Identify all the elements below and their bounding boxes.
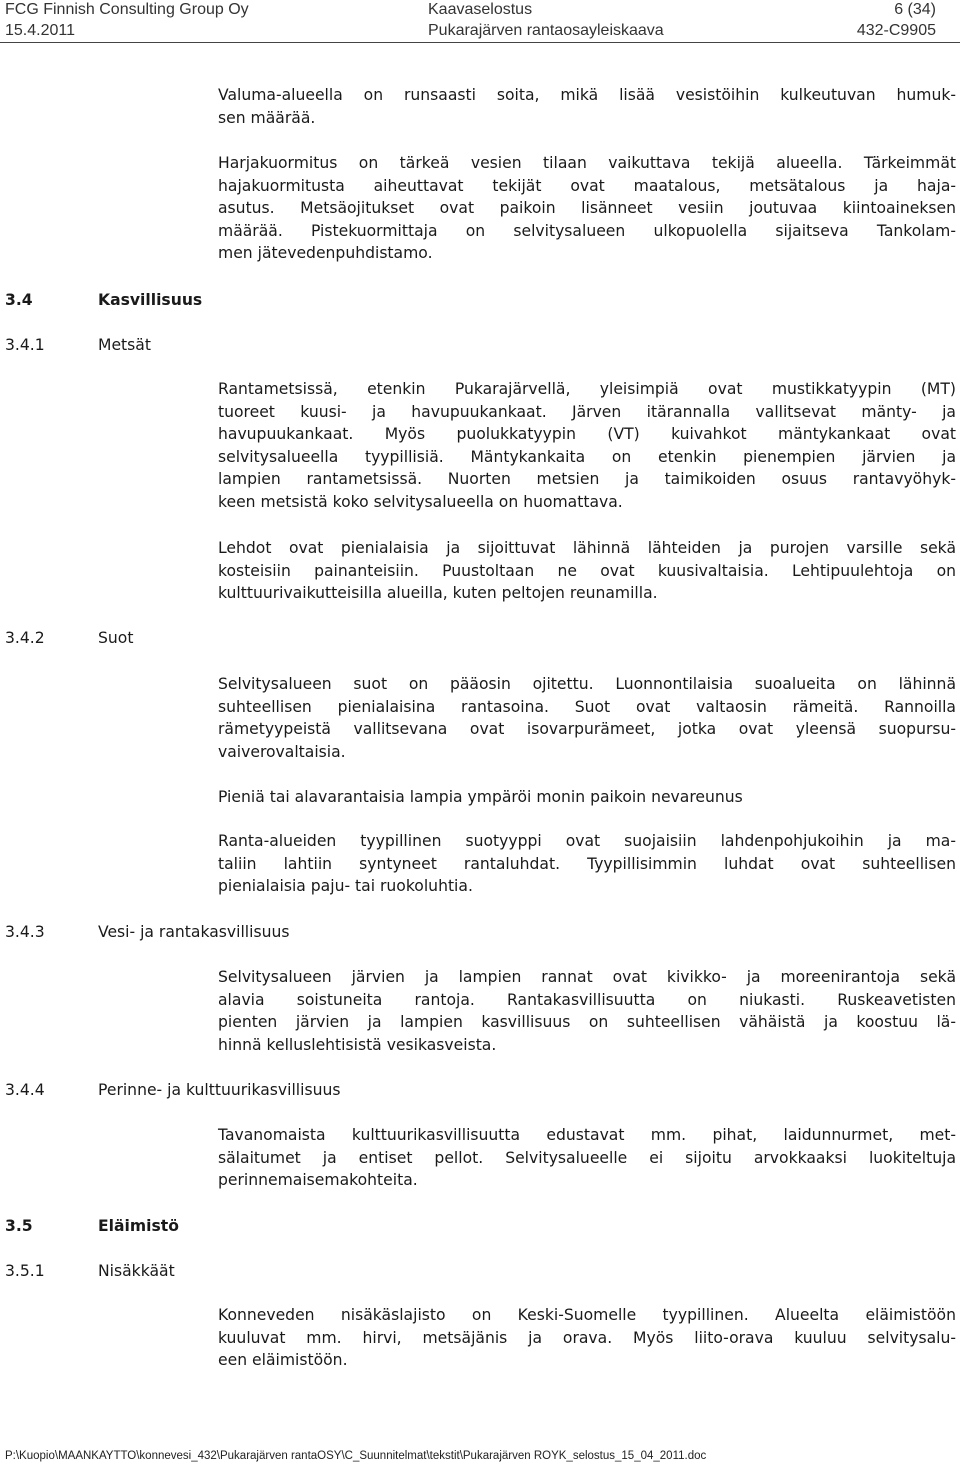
text-line: kulttuurivaikutteisilla alueilla, kuten peltojen reunamilla.	[218, 584, 658, 602]
paragraph-metsat-1	[218, 378, 956, 513]
header-date: 15.4.2011	[5, 22, 75, 39]
text-line: tuoreet kuusi- ja havupuukankaat. Järven itärannalla vallitsevat mänty- ja	[218, 402, 956, 421]
text-line: Lehdot ovat pienialaisia ja sijoittuvat lähinnä lähteiden ja purojen varsille sekä	[218, 539, 956, 557]
section-heading-3-5-1: 3.5.1 Nisäkkäät	[5, 1262, 175, 1280]
text-line: Valuma-alueella on runsaasti soita, mikä lisää vesistöihin kulkeutuvan humuk-	[218, 86, 956, 104]
section-heading-3-4: 3.4 Kasvillisuus	[5, 291, 203, 309]
paragraph-vesi	[218, 966, 956, 1056]
text-line: men jätevedenpuhdistamo.	[218, 244, 433, 262]
text-line: kuuluvat mm. hirvi, metsäjänis ja orava. Myös liito-orava kuuluu selvitysalu-	[218, 1328, 956, 1347]
paragraph-nisakkaat	[218, 1304, 956, 1372]
header-page-number: 6 (34)	[894, 1, 936, 18]
header-doc-code: 432-C9905	[856, 22, 936, 39]
text-line: perinnemaisemakohteita.	[218, 1171, 418, 1189]
text-line: kosteisiin painanteisiin. Puustoltaan ne ovat kuusivaltaisia. Lehtipuulehtoja on	[218, 561, 956, 580]
text-line: Rantametsissä, etenkin Pukarajärvellä, yleisimpiä ovat mustikkatyypin (MT)	[218, 380, 956, 398]
text-line: sälaitumet ja entiset pellot. Selvitysalueelle ei sijoitu arvokkaaksi luokiteltuja	[218, 1148, 956, 1167]
text-line: pienten järvien ja lampien kasvillisuus on suhteellisen vähäistä ja koostuu lä-	[218, 1013, 956, 1031]
section-heading-3-5: 3.5 Eläimistö	[5, 1217, 179, 1235]
page-header	[0, 0, 960, 43]
text-line: hinnä kelluslehtisistä vesikasveista.	[218, 1035, 497, 1054]
paragraph-suot-2	[218, 786, 956, 809]
text-line: alavia soistuneita rantoja. Rantakasvillisuutta on niukasti. Ruskeavetisten	[218, 990, 956, 1009]
header-doc-type: Kaavaselostus	[428, 1, 533, 18]
paragraph-perinne	[218, 1124, 956, 1192]
text-line: asutus. Metsäojitukset ovat paikoin lisänneet vesiin joutuvaa kiintoaineksen	[218, 199, 956, 217]
paragraph-metsat-2	[218, 537, 956, 605]
footer-file-path: P:\Kuopio\MAANKAYTTO\konnevesi_432\Pukarajärven rantaOSY\C_Suunnitelmat\tekstit\Pukarajärven ROYK_selostus_15_04_2011.doc	[5, 1450, 707, 1462]
text-line: hajakuormitusta aiheuttavat tekijät ovat maatalous, metsätalous ja haja-	[218, 176, 956, 195]
text-line: määrää. Pistekuormittaja on selvitysalueen ulkopuolella sijaitseva Tankolam-	[218, 221, 956, 240]
paragraph-suot-3	[218, 830, 956, 898]
text-line: suhteellisen pienialaisina rantasoina. Suot ovat valtaosin rämeitä. Rannoilla	[218, 697, 956, 716]
header-project: Pukarajärven rantaosayleiskaava	[428, 22, 664, 39]
header-company: FCG Finnish Consulting Group Oy	[5, 1, 249, 18]
section-heading-3-4-3: 3.4.3 Vesi- ja rantakasvillisuus	[5, 923, 290, 941]
text-line: Harjakuormitus on tärkeä vesien tilaan vaikuttava tekijä alueella. Tärkeimmät	[218, 154, 956, 172]
section-heading-3-4-1: 3.4.1 Metsät	[5, 336, 151, 354]
text-line: Konneveden nisäkäslajisto on Keski-Suomelle tyypillinen. Alueelta eläimistöön	[218, 1306, 956, 1324]
text-line: lampien rantametsissä. Nuorten metsien ja taimikoiden osuus rantavyöhyk-	[218, 470, 956, 488]
paragraph-harjakuormitus	[218, 152, 956, 265]
section-heading-3-4-2: 3.4.2 Suot	[5, 629, 134, 647]
text-line: Selvitysalueen järvien ja lampien rannat ovat kivikko- ja moreenirantoja sekä	[218, 968, 956, 986]
text-line: pienialaisia paju- tai ruokoluhtia.	[218, 877, 473, 895]
text-line: selvitysalueella tyypillisiä. Mäntykankaita on etenkin pienempien järvien ja	[218, 447, 956, 466]
text-line: Pieniä tai alavarantaisia lampia ympäröi monin paikoin nevareunus	[218, 788, 743, 806]
text-line: Tavanomaista kulttuurikasvillisuutta edustavat mm. pihat, laidunnurmet, met-	[218, 1126, 956, 1144]
text-line: sen määrää.	[218, 108, 316, 127]
text-line: vaiverovaltaisia.	[218, 742, 346, 761]
text-line: keen metsistä koko selvitysalueella on huomattava.	[218, 492, 623, 511]
paragraph-valuma	[218, 84, 956, 129]
text-line: een eläimistöön.	[218, 1351, 348, 1369]
section-heading-3-4-4: 3.4.4 Perinne- ja kulttuurikasvillisuus	[5, 1081, 341, 1099]
text-line: rämetyypeistä vallitsevana ovat isovarpurämeet, jotka ovat yleensä suopursu-	[218, 720, 956, 738]
text-line: taliin lahtiin syntyneet rantaluhdat. Tyypillisimmin luhdat ovat suhteellisen	[218, 854, 956, 873]
paragraph-suot-1	[218, 673, 956, 763]
text-line: havupuukankaat. Myös puolukkatyypin (VT) kuivahkot mäntykankaat ovat	[218, 425, 956, 443]
text-line: Selvitysalueen suot on pääosin ojitettu. Luonnontilaisia suoalueita on lähinnä	[218, 675, 956, 693]
text-line: Ranta-alueiden tyypillinen suotyyppi ovat suojaisiin lahdenpohjukoihin ja ma-	[218, 832, 956, 850]
